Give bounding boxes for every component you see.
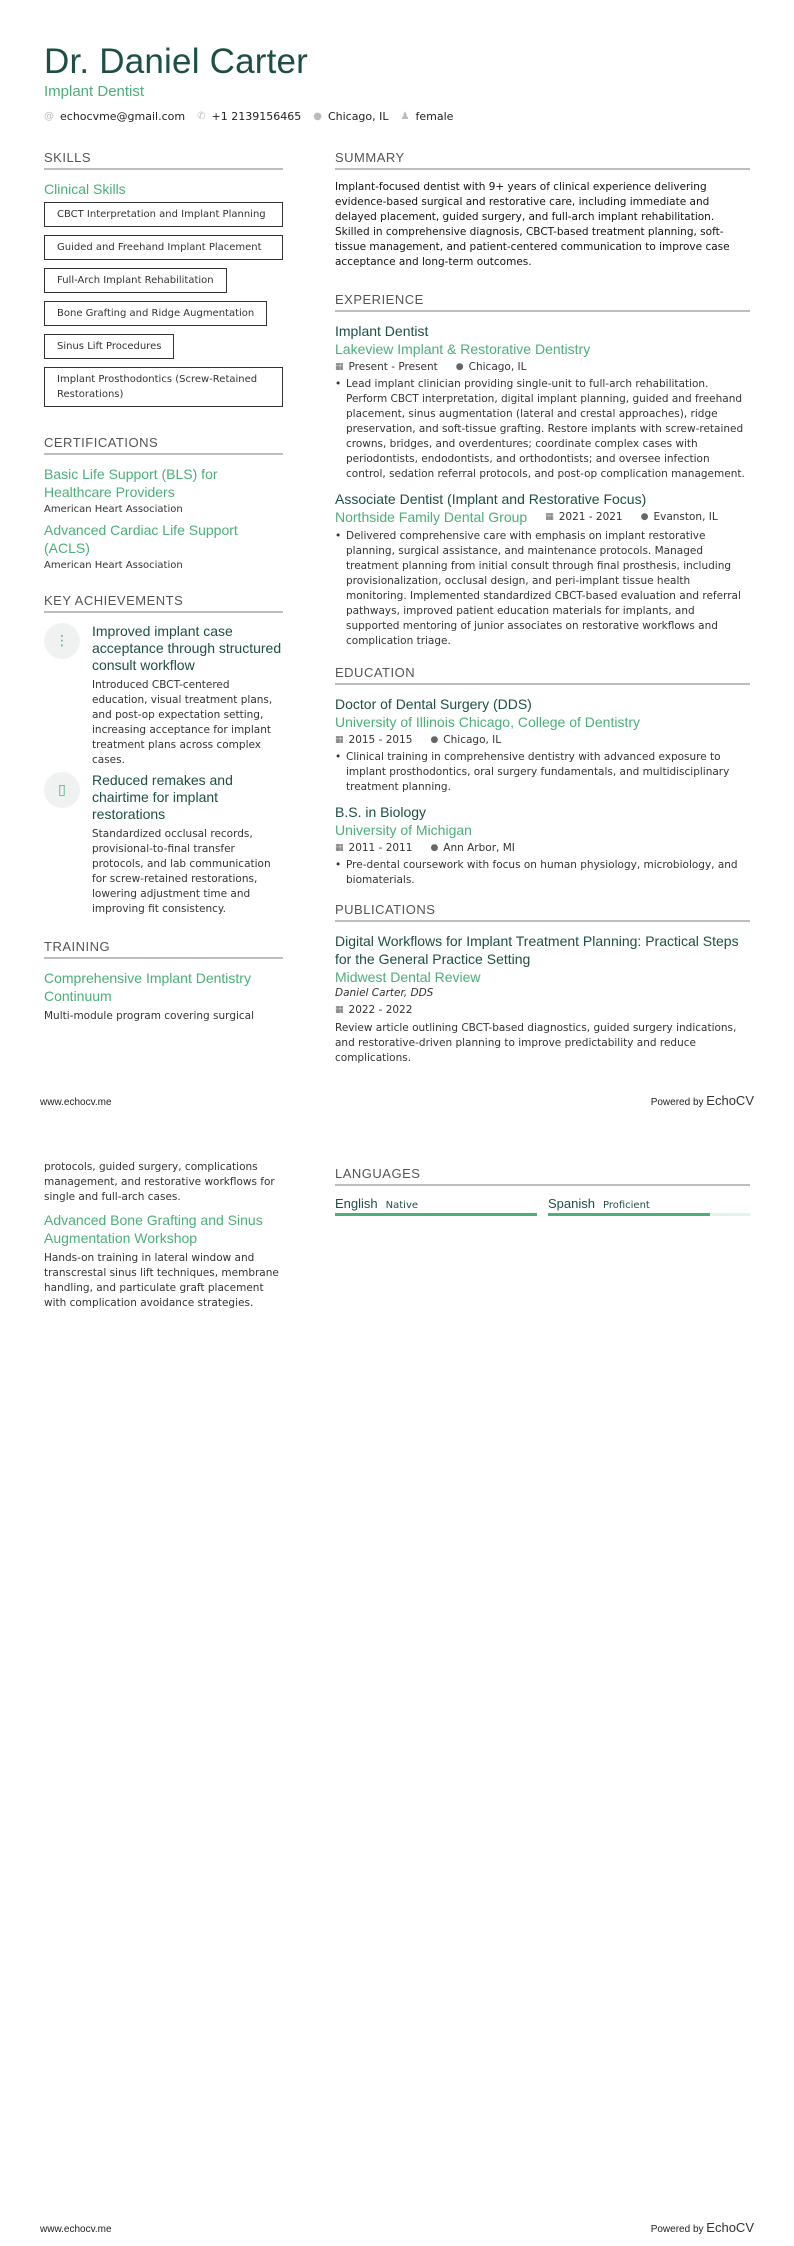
brand-logo[interactable]: EchoCV: [706, 2220, 754, 2235]
job-bullet-text: Delivered comprehensive care with emphasis on implant restorative planning, surgical assistance, and maintenance protocols. Managed treatment planning from initial consult through final prosthesis, including provisionalization, occlusal design, and peri-implant tissue health monitoring. Implemented standardized CBCT-based evaluation and referral pathways, improved patient education materials for implants, and supported mentoring of junior associates on restorative workflows and complication triage.: [346, 530, 741, 647]
skills-section: [44, 150, 283, 415]
school: University of Illinois Chicago, College of Dentistry: [335, 714, 641, 730]
resume-page-1: [0, 0, 794, 1120]
degree: B.S. in Biology: [335, 804, 427, 820]
publications-section: [335, 902, 750, 1066]
training-text-continued: protocols, guided surgery, complications management, and restorative workflows for single and full-arch cases.: [44, 1161, 275, 1203]
brand-logo[interactable]: EchoCV: [706, 1093, 754, 1108]
skill-tag: Bone Grafting and Ridge Augmentation: [44, 301, 267, 326]
education-location: Chicago, IL: [443, 734, 502, 746]
job-bullet: • Lead implant clinician providing single-unit to full-arch rehabilitation. Perform CBCT interpretation, digital implant planning, guided and freehand placement, sinus augmentation (lateral and crestal approaches), ridge preservation, and soft-tissue grafting. Restore implants with screw-retained crowns, bridges, and overdentures; coordinate complex cases with periodontists, endodontists, and orthodontists; and oversee infection control, sedation referral protocols, and post-op complication management.: [335, 377, 750, 482]
education-bullet-text: Pre-dental coursework with focus on human physiology, microbiology, and biomaterials.: [346, 859, 738, 886]
skills-group-title: Clinical Skills: [44, 181, 126, 197]
location-icon: ●: [640, 512, 649, 522]
cert-name: Advanced Cardiac Life Support (ACLS): [44, 522, 238, 556]
job-meta: [545, 511, 718, 523]
contact-gender: [401, 110, 454, 123]
education-location: Ann Arbor, MI: [443, 842, 515, 854]
contact-email[interactable]: [44, 110, 185, 123]
powered-by-label: Powered by: [650, 2224, 704, 2235]
job-location: Evanston, IL: [653, 511, 718, 523]
education-dates: 2015 - 2015: [348, 734, 413, 746]
experience-section: [335, 292, 750, 649]
job-role: Associate Dentist (Implant and Restorative Focus): [335, 491, 647, 507]
candidate-title: Implant Dentist: [44, 83, 145, 100]
education-dates: 2011 - 2011: [348, 842, 413, 854]
language-proficiency-bar: [335, 1213, 537, 1216]
phone-value: +1 2139156465: [211, 110, 302, 123]
education-entry: [335, 803, 750, 888]
publication-meta: [335, 1004, 750, 1016]
calendar-icon: ▦: [335, 1005, 344, 1015]
contact-location: [313, 110, 388, 123]
job-role: Implant Dentist: [335, 323, 429, 339]
phone-icon: ✆: [197, 111, 206, 122]
skill-tag: Full-Arch Implant Rehabilitation: [44, 268, 227, 293]
language-proficiency-bar: [548, 1213, 750, 1216]
training-text: Multi-module program covering surgical: [44, 1010, 255, 1022]
education-meta: [335, 842, 750, 854]
language-proficiency-fill: [335, 1213, 537, 1216]
location-icon: ●: [313, 111, 322, 122]
skill-tag: Guided and Freehand Implant Placement: [44, 235, 283, 260]
achievement-item: [44, 772, 283, 917]
cert-name: Basic Life Support (BLS) for Healthcare Providers: [44, 466, 218, 500]
training-name: Comprehensive Implant Dentistry Continuum: [44, 970, 251, 1004]
publication-text: Review article outlining CBCT-based diagnostics, guided surgery indications, and restorative-driven planning to improve predictability and reduce complications.: [335, 1022, 737, 1064]
candidate-name: Dr. Daniel Carter: [44, 42, 309, 81]
tablet-icon: ▯: [44, 772, 80, 808]
publication-dates: 2022 - 2022: [348, 1004, 413, 1016]
certifications-section: [44, 435, 283, 571]
dots-vertical-icon: ⋮: [44, 623, 80, 659]
education-bullet: • Clinical training in comprehensive dentistry with advanced exposure to implant prosthodontics, oral surgery fundamentals, and multidisciplinary treatment planning.: [335, 750, 750, 795]
location-icon: ●: [455, 362, 464, 372]
right-column: [335, 1166, 750, 1216]
publication-title: Digital Workflows for Implant Treatment Planning: Practical Steps for the General Practice Setting: [335, 933, 739, 967]
powered-by: [651, 2220, 754, 2235]
job-company: Northside Family Dental Group: [335, 509, 528, 525]
job-bullet: • Delivered comprehensive care with emphasis on implant restorative planning, surgical assistance, and maintenance protocols. Managed treatment planning from initial consult through final prosthesis, including provisionalization, occlusal design, and peri-implant tissue health monitoring. Implemented standardized CBCT-based evaluation and referral pathways, improved patient education materials for implants, and supported mentoring of junior associates on restorative workflows and complication triage.: [335, 529, 750, 649]
experience-entry: [335, 490, 750, 649]
publication-authors: Daniel Carter, DDS: [335, 987, 434, 999]
language-item: [548, 1196, 750, 1216]
education-bullet-text: Clinical training in comprehensive dentistry with advanced exposure to implant prosthodontics, oral surgery fundamentals, and multidisciplinary treatment planning.: [346, 751, 730, 793]
school: University of Michigan: [335, 822, 472, 838]
section-title-publications: PUBLICATIONS: [335, 902, 750, 922]
calendar-icon: ▦: [335, 843, 344, 853]
summary-paragraph: Implant-focused dentist with 9+ years of clinical experience delivering evidence-based surgical and restorative care, including immediate and delayed placement, guided surgery, and full-arch implant rehabilitation.: [335, 181, 715, 223]
section-title-skills: SKILLS: [44, 150, 283, 170]
calendar-icon: ▦: [335, 362, 344, 372]
section-title-achievements: KEY ACHIEVEMENTS: [44, 593, 283, 613]
job-bullet-text: Lead implant clinician providing single-unit to full-arch rehabilitation. Perform CBCT interpretation, digital implant planning, guided and freehand placement, sinus augmentation (lateral and crestal approaches), ridge preservation, and soft-tissue grafting. Restore implants with screw-retained crowns, bridges, and overdentures; coordinate complex cases with periodontists, endodontists, and orthodontists; and oversee infection control, sedation referral protocols, and post-op complication management.: [346, 378, 745, 480]
section-title-certifications: CERTIFICATIONS: [44, 435, 283, 455]
training-section: [44, 939, 283, 1024]
email-value: echocvme@gmail.com: [60, 110, 186, 123]
left-column: [44, 150, 283, 1024]
education-meta: [335, 734, 750, 746]
achievement-text: Standardized occlusal records, provisional-to-final transfer protocols, and lab communication for screw-retained restorations, lowering adjustment time and improving fit consistency.: [92, 828, 271, 915]
job-company: Lakeview Implant & Restorative Dentistry: [335, 341, 591, 357]
page-footer: [40, 2220, 754, 2235]
language-proficiency-fill: [548, 1213, 710, 1216]
publication-publisher: Midwest Dental Review: [335, 969, 481, 985]
section-title-summary: SUMMARY: [335, 150, 750, 170]
left-column: [44, 1160, 283, 1311]
section-title-education: EDUCATION: [335, 665, 750, 685]
skill-tag: CBCT Interpretation and Implant Planning: [44, 202, 283, 227]
calendar-icon: ▦: [545, 512, 554, 522]
location-value: Chicago, IL: [327, 110, 389, 123]
at-icon: @: [44, 111, 54, 122]
location-icon: ●: [430, 735, 439, 745]
job-location: Chicago, IL: [468, 361, 527, 373]
gender-value: female: [415, 110, 454, 123]
training-name: Advanced Bone Grafting and Sinus Augmentation Workshop: [44, 1212, 263, 1246]
education-entry: [335, 695, 750, 795]
language-level: Proficient: [602, 1200, 650, 1211]
summary-paragraph: Skilled in comprehensive diagnosis, CBCT-based treatment planning, soft-tissue management, and patient-centered communication to improve case acceptance and long-term outcomes.: [335, 226, 730, 268]
section-title-training: TRAINING: [44, 939, 283, 959]
job-dates: 2021 - 2021: [558, 511, 623, 523]
degree: Doctor of Dental Surgery (DDS): [335, 696, 532, 712]
language-level: Native: [385, 1200, 419, 1211]
powered-by: [651, 1093, 754, 1108]
job-meta: [335, 361, 750, 373]
person-icon: ♟: [400, 111, 410, 122]
page-footer: [40, 1093, 754, 1108]
contact-bar: [44, 110, 465, 123]
language-name: Spanish: [548, 1196, 595, 1211]
cert-issuer: American Heart Association: [44, 504, 183, 515]
skill-tag: Implant Prosthodontics (Screw-Retained Restorations): [44, 367, 283, 407]
skill-tag: Sinus Lift Procedures: [44, 334, 174, 359]
contact-phone[interactable]: [197, 110, 301, 123]
achievements-section: [44, 593, 283, 917]
achievement-title: Improved implant case acceptance through structured consult workflow: [92, 623, 282, 673]
location-icon: ●: [430, 843, 439, 853]
language-item: [335, 1196, 537, 1216]
resume-header: [44, 42, 308, 100]
languages-section: [335, 1166, 750, 1216]
footer-website-link[interactable]: www.echocv.me: [40, 1097, 112, 1108]
job-dates: Present - Present: [348, 361, 438, 373]
education-section: [335, 665, 750, 888]
achievement-title: Reduced remakes and chairtime for implant restorations: [92, 772, 233, 822]
education-bullet: • Pre-dental coursework with focus on human physiology, microbiology, and biomaterials.: [335, 858, 750, 888]
cert-issuer: American Heart Association: [44, 560, 183, 571]
achievement-item: [44, 623, 283, 768]
language-name: English: [335, 1196, 378, 1211]
summary-section: [335, 150, 750, 270]
calendar-icon: ▦: [335, 735, 344, 745]
achievement-text: Introduced CBCT-centered education, visual treatment plans, and post-op expectation setting, increasing acceptance for implant treatment plans across complex cases.: [92, 679, 273, 766]
powered-by-label: Powered by: [650, 1097, 704, 1108]
section-title-languages: LANGUAGES: [335, 1166, 750, 1186]
experience-entry: [335, 322, 750, 482]
training-text: Hands-on training in lateral window and transcrestal sinus lift techniques, membrane handling, and particulate graft placement with complication avoidance strategies.: [44, 1252, 279, 1309]
footer-website-link[interactable]: www.echocv.me: [40, 2224, 112, 2235]
section-title-experience: EXPERIENCE: [335, 292, 750, 312]
right-column: [335, 150, 750, 1066]
resume-page-2: [0, 1120, 794, 2246]
